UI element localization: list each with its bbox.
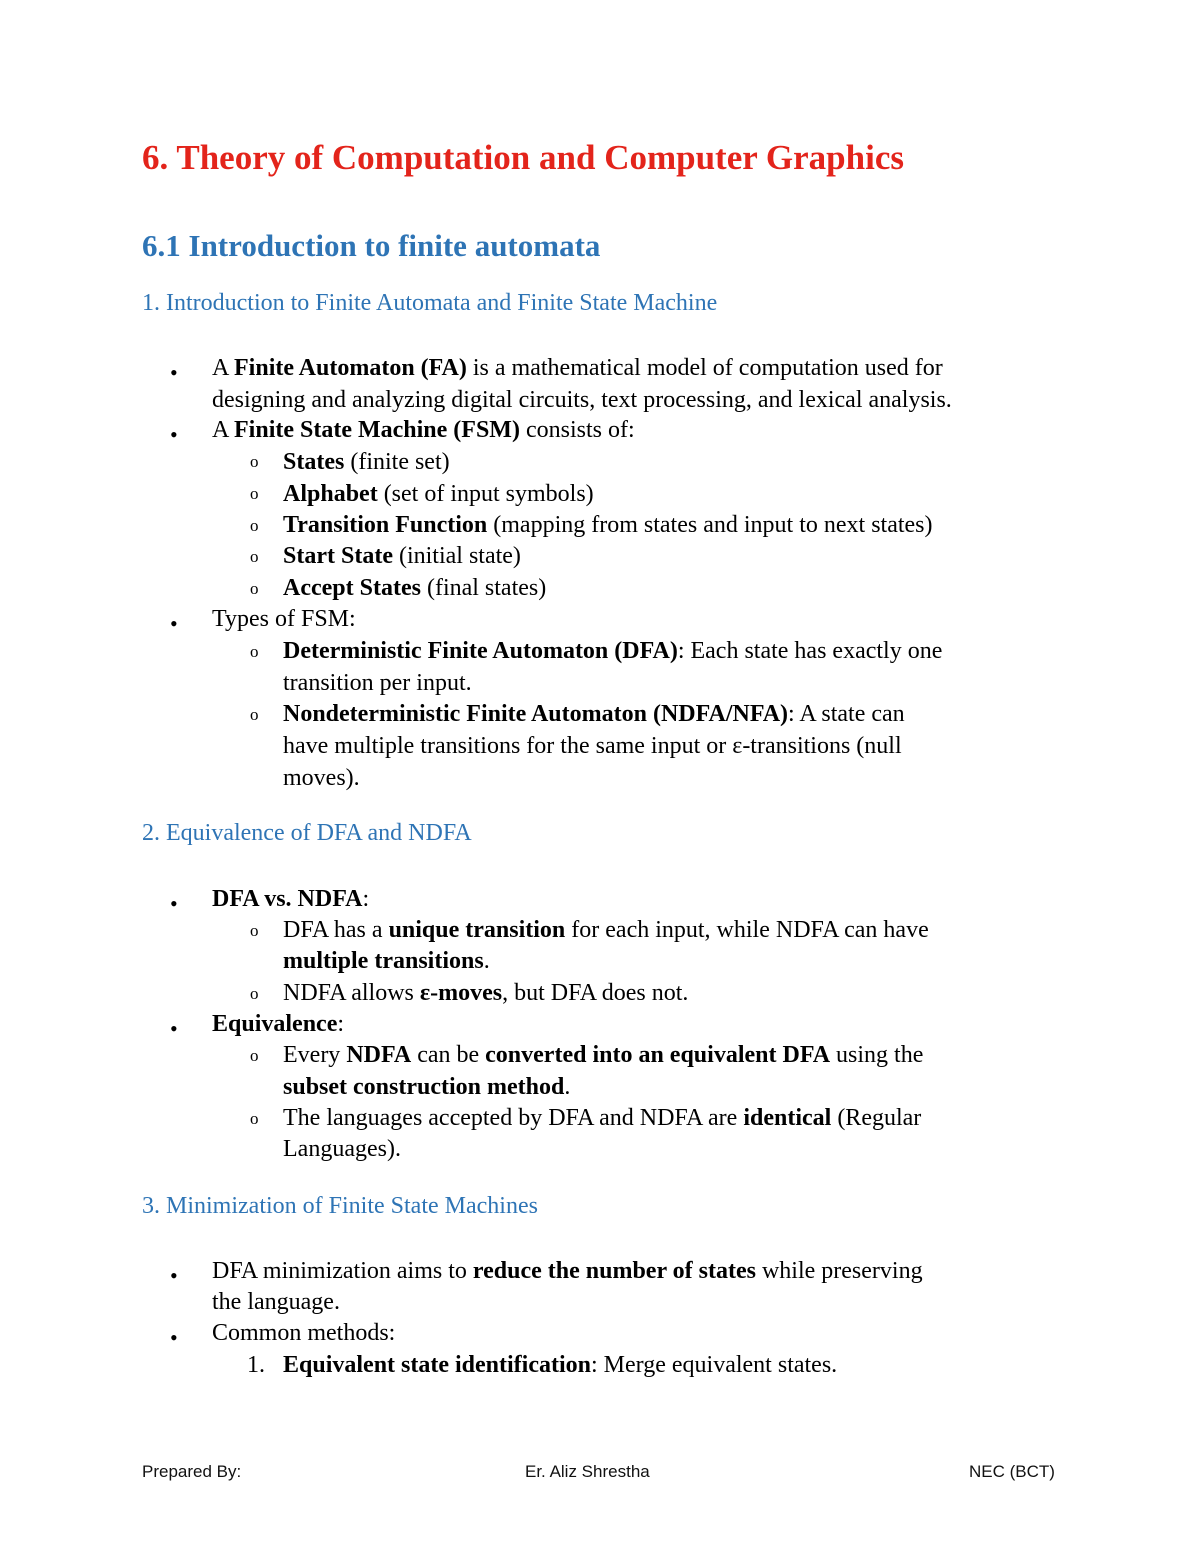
circle-bullet-icon: o <box>250 642 259 661</box>
bullet-icon: • <box>170 1263 178 1288</box>
minimization-continued: the language. <box>212 1289 340 1315</box>
unique-transition-continued: multiple transitions. <box>283 948 490 974</box>
fa-definition-line: A Finite Automaton (FA) is a mathematical model of computation used for <box>212 355 943 381</box>
bullet-icon: • <box>170 611 178 636</box>
circle-bullet-icon: o <box>250 579 259 598</box>
chapter-heading: 6. Theory of Computation and Computer Graphics <box>142 138 904 177</box>
subset-construction-line: Every NDFA can be converted into an equivalent DFA using the <box>283 1042 924 1068</box>
dfa-type-continued: transition per input. <box>283 670 472 696</box>
bullet-icon: • <box>170 360 178 385</box>
circle-bullet-icon: o <box>250 452 259 471</box>
circle-bullet-icon: o <box>250 705 259 724</box>
numbered-method-item: Equivalent state identification: Merge equivalent states. <box>283 1352 838 1378</box>
subsection-3-title: 3. Minimization of Finite State Machines <box>142 1193 538 1219</box>
fsm-component-item: Accept States (final states) <box>283 575 547 601</box>
circle-bullet-icon: o <box>250 484 259 503</box>
subsection-2-title: 2. Equivalence of DFA and NDFA <box>142 820 472 846</box>
fsm-component-item: States (finite set) <box>283 449 450 475</box>
minimization-line: DFA minimization aims to reduce the number of states while preserving <box>212 1258 923 1284</box>
circle-bullet-icon: o <box>250 1046 259 1065</box>
bullet-icon: • <box>170 891 178 916</box>
circle-bullet-icon: o <box>250 516 259 535</box>
types-of-fsm-line: Types of FSM: <box>212 606 356 632</box>
footer-prepared-by: Prepared By: <box>142 1462 242 1481</box>
equivalence-line: Equivalence: <box>212 1011 345 1037</box>
nfa-type-line: Nondeterministic Finite Automaton (NDFA/NFA): A state can <box>283 701 905 727</box>
circle-bullet-icon: o <box>250 984 259 1003</box>
circle-bullet-icon: o <box>250 921 259 940</box>
footer-author: Er. Aliz Shrestha <box>525 1462 650 1481</box>
regular-languages-line: The languages accepted by DFA and NDFA are identical (Regular <box>283 1105 922 1131</box>
section-heading: 6.1 Introduction to finite automata <box>142 228 601 263</box>
bullet-icon: • <box>170 1016 178 1041</box>
fsm-component-item: Alphabet (set of input symbols) <box>283 481 594 507</box>
fsm-component-item: Transition Function (mapping from states and input to next states) <box>283 512 933 538</box>
numbered-item-marker: 1. <box>247 1352 265 1378</box>
footer-institution: NEC (BCT) <box>969 1462 1055 1481</box>
bullet-icon: • <box>170 422 178 447</box>
nfa-type-continued: moves). <box>283 765 360 791</box>
fsm-component-item: Start State (initial state) <box>283 543 521 569</box>
bullet-icon: • <box>170 1325 178 1350</box>
epsilon-moves-line: NDFA allows ε-moves, but DFA does not. <box>283 980 689 1006</box>
circle-bullet-icon: o <box>250 547 259 566</box>
dfa-type-line: Deterministic Finite Automaton (DFA): Each state has exactly one <box>283 638 943 664</box>
fa-definition-continued: designing and analyzing digital circuits, text processing, and lexical analysis. <box>212 387 952 413</box>
nfa-type-continued: have multiple transitions for the same input or ε-transitions (null <box>283 733 902 759</box>
dfa-vs-ndfa-line: DFA vs. NDFA: <box>212 886 370 912</box>
circle-bullet-icon: o <box>250 1109 259 1128</box>
common-methods-line: Common methods: <box>212 1320 396 1346</box>
subsection-1-title: 1. Introduction to Finite Automata and Finite State Machine <box>142 290 718 316</box>
unique-transition-line: DFA has a unique transition for each input, while NDFA can have <box>283 917 929 943</box>
fsm-definition-line: A Finite State Machine (FSM) consists of: <box>212 417 635 443</box>
regular-languages-continued: Languages). <box>283 1136 401 1162</box>
subset-construction-continued: subset construction method. <box>283 1074 571 1100</box>
